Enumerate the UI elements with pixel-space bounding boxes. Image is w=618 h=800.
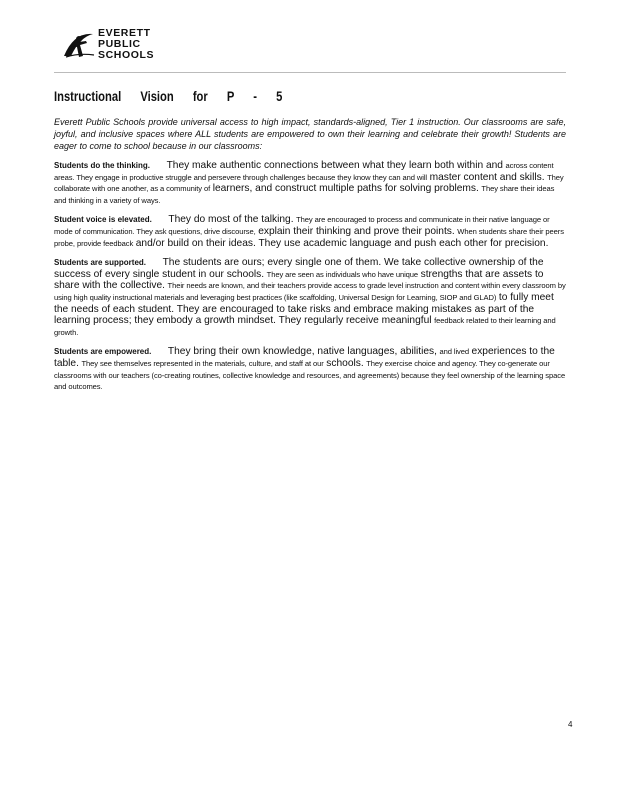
section-text: They collaborate with one another, as a community of [54,172,564,194]
section-text: schools. [326,357,364,369]
section-lead: Students do the thinking. [54,161,150,170]
section-text: strengths that are assets to share with the collective. [54,268,544,292]
section-text: feedback related to their learning and growth. [54,316,556,337]
section-text: Their needs are known, and their teachers provide access to grade level instruction and content within every classroom by using high quality instructional materials and leveraging best practices (like scaffolding, Universal Design for Learning, SIOP and GLAD) [54,281,566,302]
section-lead: Student voice is elevated. [54,215,152,225]
district-logo-icon [62,30,96,60]
section-text: They are encouraged to process and communicate in their native language or mode of communication. They ask questions, drive discourse, [54,215,550,236]
section-text: They are seen as individuals who have unique [266,269,419,279]
section-text: They make authentic connections between what they learn both within and [166,160,503,171]
section-lead: Students are supported. [54,258,147,268]
section-text: The students are ours; every single one of them. We take collective ownership of the success of every single student in our schools. [54,257,544,280]
section-lead: Students are empowered. [54,347,152,357]
section-text: learners, and construct multiple paths for solving problems. [212,183,479,195]
section-text: When students share their peers probe, provide feedback [54,226,564,248]
section-text: and lived [439,347,469,357]
section-text: They share their ideas and thinking in a variety of ways. [54,184,555,205]
section-student-voice [54,214,566,249]
page-title: Instructional Vision for P - 5 [54,88,283,104]
page-number: 4 [568,720,573,729]
section-students-empowered [54,346,566,392]
section-text: They see themselves represented in the materials, culture, and staff at our [81,358,324,368]
header-divider [54,72,566,73]
district-logo-text [98,28,154,61]
section-students-supported [54,257,566,338]
document-body [54,88,566,401]
section-students-do-the-thinking [54,160,566,206]
logo-line-3: SCHOOLS [98,49,155,61]
section-text: They do most of the talking. [168,214,294,226]
section-text: master content and skills. [429,171,545,183]
section-text: and/or build on their ideas. They use academic language and push each other for precision. [135,237,549,249]
section-text: They exercise choice and agency. They co-generate our classrooms with our teachers (co-creating routines, collective knowledge and resources, and agreements) because they feel ownership of the learning space and outcomes. [54,358,566,392]
section-text: experiences to the table. [54,346,555,369]
section-text: to fully meet the needs of each student. They are encouraged to take risks and embrace making mistakes as part of the learning process; they embody a growth mindset. They regularly receive meaningful [54,291,554,327]
section-text: explain their thinking and prove their points. [258,225,455,237]
logo-line-1: EVERETT [98,27,151,39]
section-text: They bring their own knowledge, native languages, abilities, [167,346,437,358]
intro-paragraph: Everett Public Schools provide universal access to high impact, standards-aligned, Tier 1 instruction. Our classrooms are safe, joyful, and inclusive spaces where ALL students are empowered to own their learning and celebrate their growth! Students are eager to come to school because in our classrooms: [54,117,566,151]
section-text: across content areas. They engage in productive struggle and persevere through challenges because they know they can and will [54,161,554,182]
district-logo [62,28,154,61]
logo-line-2: PUBLIC [98,38,141,50]
